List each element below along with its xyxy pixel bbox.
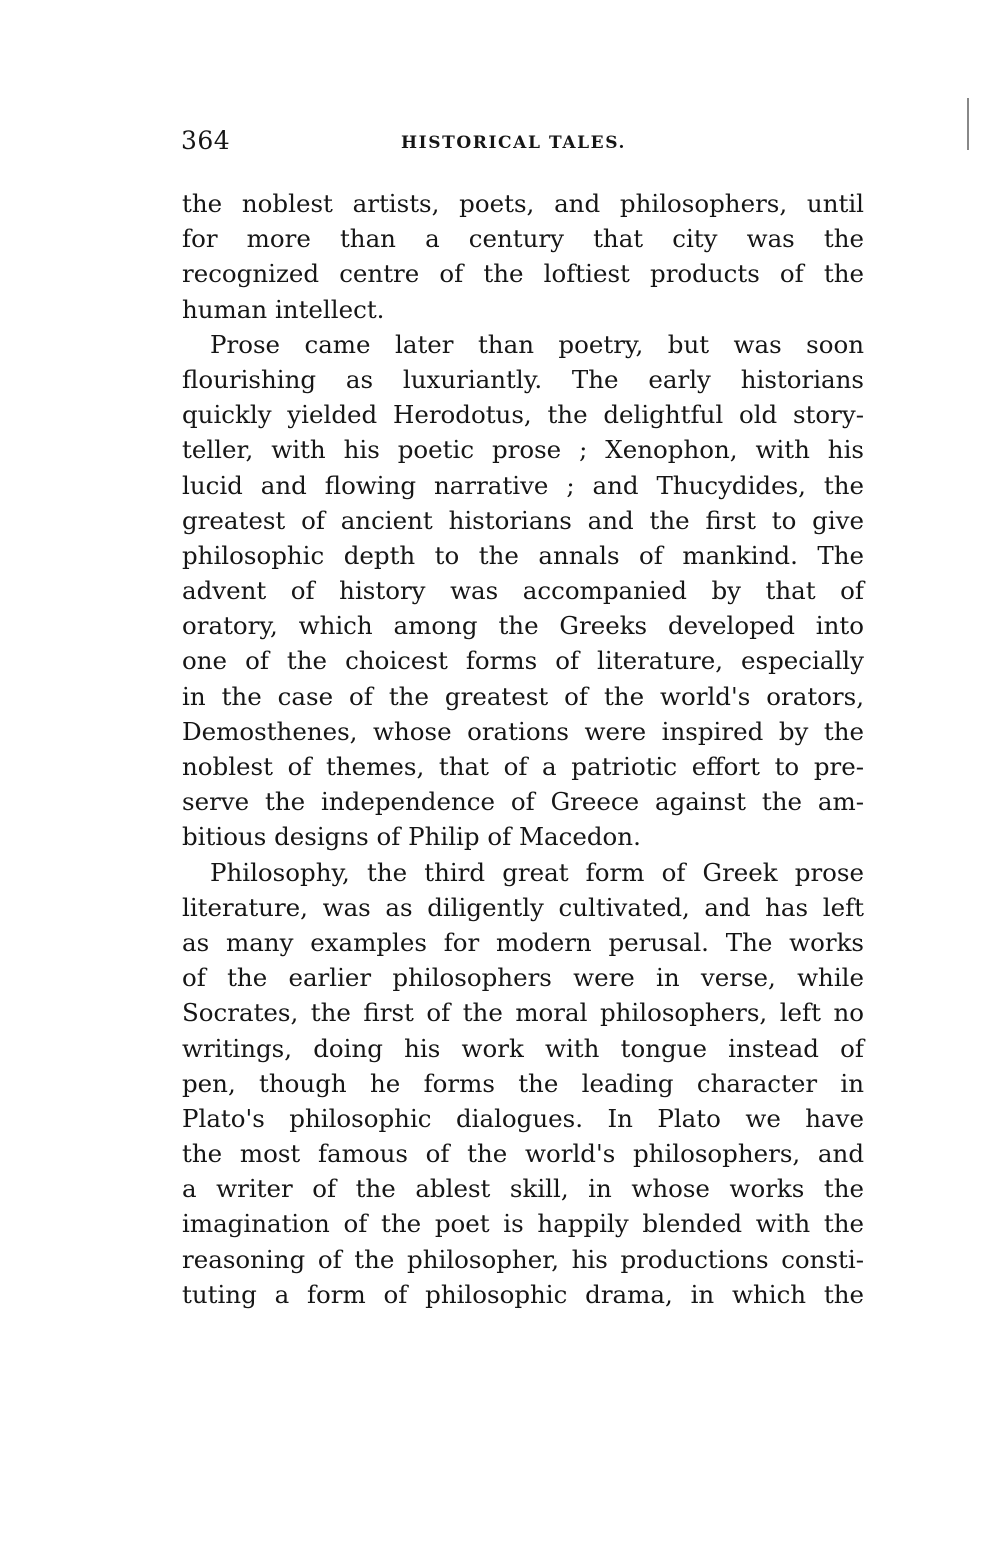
text-line: reasoning of the philosopher, his productions consti- (182, 1244, 864, 1274)
text-line: writings, doing his work with tongue instead of (182, 1033, 864, 1063)
text-line: Plato's philosophic dialogues. In Plato we have (182, 1103, 864, 1133)
text-line: the most famous of the world's philosophers, and (182, 1139, 864, 1169)
text-line: one of the choicest forms of literature, especially (182, 646, 864, 676)
text-line: teller, with his poetic prose ; Xenophon, with his (182, 435, 864, 465)
text-line: of the earlier philosophers were in verse, while (182, 963, 864, 993)
text-line: the noblest artists, poets, and philosophers, until (182, 189, 864, 218)
text-line: Philosophy, the third great form of Greek prose (210, 857, 864, 887)
text-line: flourishing as luxuriantly. The early historians (182, 364, 864, 394)
text-line: advent of history was accompanied by that of (182, 576, 864, 606)
text-line: as many examples for modern perusal. The works (182, 927, 864, 957)
text-line: philosophic depth to the annals of mankind. The (182, 540, 864, 570)
text-line: recognized centre of the loftiest products of the (182, 259, 864, 289)
text-line: tuting a form of philosophic drama, in which the (182, 1279, 864, 1309)
text-line: imagination of the poet is happily blended with the (182, 1209, 864, 1239)
text-line: bitious designs of Philip of Macedon. (182, 822, 641, 852)
running-head-title: HISTORICAL TALES. (401, 133, 627, 153)
text-line: a writer of the ablest skill, in whose works the (182, 1174, 864, 1204)
text-line: serve the independence of Greece against the am- (182, 787, 864, 817)
text-line: Prose came later than poetry, but was soon (210, 329, 864, 359)
text-line: Socrates, the first of the moral philosophers, left no (182, 998, 864, 1028)
body-text (182, 186, 864, 1312)
page-number: 364 (181, 126, 231, 155)
text-line: Demosthenes, whose orations were inspired by the (182, 716, 864, 746)
text-line: human intellect. (182, 294, 385, 324)
text-line: quickly yielded Herodotus, the delightful old story- (182, 400, 864, 430)
text-line: lucid and flowing narrative ; and Thucydides, the (182, 470, 864, 500)
text-line: pen, though he forms the leading character in (182, 1068, 864, 1098)
text-line: for more than a century that city was the (182, 224, 864, 254)
text-line: literature, was as diligently cultivated, and has left (182, 892, 864, 922)
text-line: noblest of themes, that of a patriotic effort to pre- (182, 752, 864, 781)
text-line: in the case of the greatest of the world's orators, (182, 681, 864, 711)
text-line: oratory, which among the Greeks developed into (182, 611, 864, 641)
text-line: greatest of ancient historians and the first to give (182, 505, 864, 535)
binding-edge-mark (967, 98, 969, 150)
